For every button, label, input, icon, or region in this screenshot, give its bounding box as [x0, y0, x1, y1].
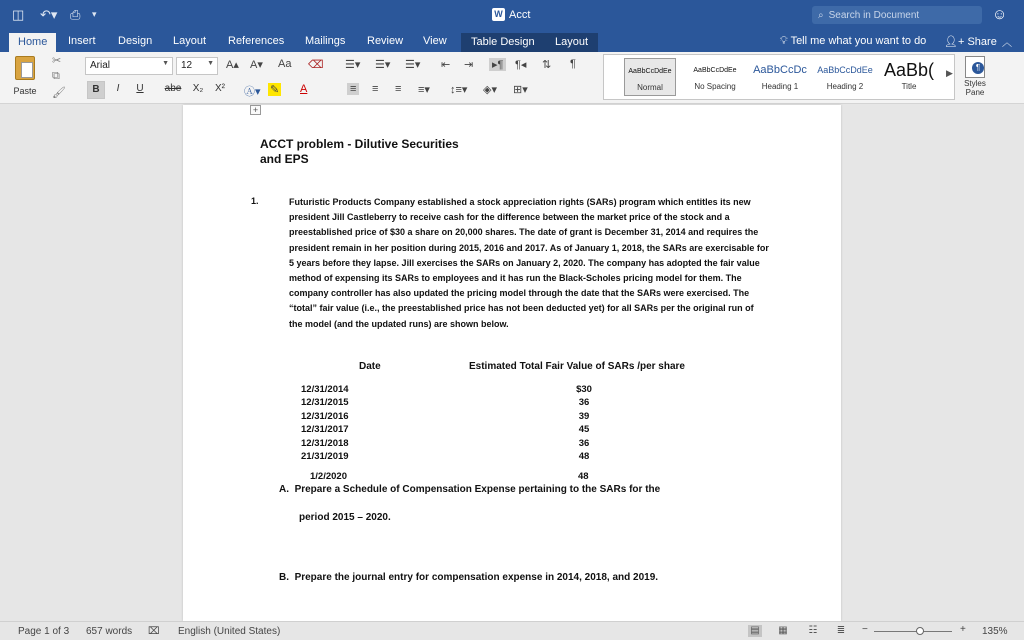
question-a	[279, 484, 660, 495]
line-spacing-icon[interactable]: ↕≡▾	[450, 84, 468, 96]
change-case-button[interactable]: Aa	[278, 58, 292, 70]
decrease-indent-icon[interactable]: ⇤	[441, 59, 451, 71]
zoom-level[interactable]: 135%	[982, 626, 1008, 637]
font-color-icon[interactable]: A	[300, 83, 308, 95]
text-effects-icon[interactable]: Ⓐ▾	[244, 86, 261, 98]
ribbon-tabs	[0, 30, 1024, 52]
page-count[interactable]: Page 1 of 3	[18, 626, 70, 637]
table-cell-date: 12/31/2017	[301, 424, 349, 436]
ltr-text-icon[interactable]: ▸¶	[489, 58, 506, 71]
question-a-text: Prepare a Schedule of Compensation Expense pertaining to the SARs for the	[294, 484, 661, 495]
chevron-down-icon: ▼	[162, 60, 169, 67]
tab-mailings[interactable]: Mailings	[305, 35, 346, 47]
heading-line-1: ACCT problem - Dilutive Securities	[260, 137, 459, 151]
numbering-icon[interactable]: ☰▾	[375, 59, 391, 71]
style-name: No Spacing	[694, 82, 736, 91]
collapse-ribbon-icon[interactable]: ︿	[1002, 38, 1012, 49]
table-header-value: Estimated Total Fair Value of SARs /per share	[469, 361, 685, 372]
rtl-text-icon[interactable]: ¶◂	[515, 59, 527, 71]
style-no-spacing[interactable]	[689, 58, 741, 96]
styles-pane-button[interactable]	[961, 56, 989, 97]
paste-label: Paste	[13, 86, 37, 96]
multilevel-list-icon[interactable]: ☰▾	[405, 59, 421, 71]
font-size-select[interactable]	[176, 57, 218, 75]
search-document-input[interactable]	[812, 6, 982, 24]
strikethrough-button[interactable]: abe	[164, 83, 182, 94]
question-b-letter: B.	[279, 572, 289, 583]
date-column	[301, 383, 349, 463]
table-cell-value: $30	[576, 384, 592, 395]
outline-view-icon[interactable]: ☷	[808, 625, 818, 636]
question-b	[279, 572, 658, 583]
paste-button[interactable]	[8, 56, 42, 96]
shading-icon[interactable]: ◈▾	[483, 84, 497, 96]
style-sample: AaBbCcDdEe	[693, 66, 737, 74]
tab-design[interactable]: Design	[118, 35, 153, 47]
table-cell-value: 45	[578, 424, 590, 436]
style-sample: AaBbCcDdEe	[817, 65, 873, 75]
table-cell-date: 21/31/2019	[301, 451, 349, 463]
web-layout-icon[interactable]: ▦	[778, 625, 788, 636]
search-icon: ⌕	[818, 9, 824, 21]
tab-insert[interactable]: Insert	[68, 35, 96, 47]
style-normal[interactable]	[624, 58, 676, 96]
table-cell-date: 12/31/2014	[301, 384, 349, 395]
smiley-icon[interactable]: ☺	[992, 6, 1008, 23]
document-page[interactable]	[183, 105, 841, 621]
style-title[interactable]	[880, 58, 938, 96]
styles-gallery	[603, 54, 955, 100]
tell-me-text: Tell me what you want to do	[790, 35, 927, 47]
zoom-in-icon[interactable]: +	[960, 624, 966, 635]
status-bar	[0, 621, 1024, 640]
sidebar-icon[interactable]: ◫	[12, 7, 25, 22]
lightbulb-icon: 💡︎	[780, 35, 788, 47]
print-layout-icon[interactable]: ▤	[748, 625, 762, 637]
style-name: Normal	[637, 83, 663, 92]
draft-view-icon[interactable]: ≣	[836, 625, 846, 636]
clipboard-icon	[15, 56, 35, 80]
share-button[interactable]	[944, 35, 997, 48]
tab-table-layout[interactable]: Layout	[545, 33, 598, 52]
bullets-icon[interactable]: ☰▾	[345, 59, 361, 71]
tab-layout[interactable]: Layout	[173, 35, 207, 47]
table-cell-value: 36	[578, 437, 590, 449]
word-doc-icon: W	[492, 8, 505, 21]
align-left-icon[interactable]: ≡	[347, 83, 359, 95]
align-right-icon[interactable]: ≡	[395, 83, 402, 95]
table-cell-date: 12/31/2016	[301, 410, 349, 422]
bold-button[interactable]: B	[87, 81, 105, 99]
copy-icon[interactable]: ⧉	[52, 70, 60, 82]
style-name: Title	[901, 82, 917, 91]
table-cell-date: 1/2/2020	[310, 471, 347, 482]
ribbon	[0, 52, 1024, 104]
table-cell-date: 12/31/2015	[301, 397, 349, 409]
question-a-letter: A.	[279, 484, 289, 495]
justify-icon[interactable]: ≡▾	[418, 84, 430, 96]
italic-button[interactable]: I	[116, 83, 120, 94]
font-name-value: Arial	[90, 60, 111, 71]
sort-icon[interactable]: ⇅	[542, 59, 552, 71]
font-name-select[interactable]	[85, 57, 173, 75]
title-bar	[0, 0, 1024, 30]
zoom-slider[interactable]	[874, 631, 952, 632]
proofing-icon[interactable]: ⌧	[148, 626, 160, 637]
highlight-icon[interactable]: ✎	[270, 84, 280, 96]
style-sample: AaBbCcDdEe	[628, 67, 672, 75]
customize-icon[interactable]: ▾	[92, 9, 97, 19]
subscript-button[interactable]: X₂	[192, 83, 204, 94]
style-sample: AaBbCcDc	[753, 64, 807, 76]
cut-icon[interactable]: ✂	[52, 55, 62, 67]
clear-formatting-icon[interactable]: ⌫	[308, 59, 324, 71]
superscript-button[interactable]: X²	[215, 83, 225, 94]
undo-icon[interactable]: ↶▾	[40, 7, 58, 22]
table-cell-value: 48	[578, 451, 590, 463]
table-cell-value: 39	[578, 410, 590, 422]
zoom-slider-handle[interactable]	[916, 627, 924, 635]
document-heading	[260, 137, 459, 167]
document-canvas	[0, 105, 1024, 621]
increase-indent-icon[interactable]: ⇥	[464, 59, 474, 71]
heading-line-2: and EPS	[260, 152, 309, 166]
grow-font-button[interactable]: A▴	[226, 59, 239, 71]
word-count[interactable]: 657 words	[86, 626, 133, 637]
show-marks-icon[interactable]: ¶	[570, 58, 576, 70]
tell-me-box[interactable]	[780, 35, 926, 48]
font-size-value: 12	[181, 60, 193, 71]
document-name: Acct	[509, 8, 531, 21]
style-name: Heading 2	[826, 82, 864, 91]
table-header-date: Date	[359, 361, 381, 372]
share-label: Share	[967, 36, 997, 48]
search-placeholder: Search in Document	[828, 9, 920, 21]
chevron-down-icon: ▼	[207, 60, 214, 67]
table-cell-value: 48	[578, 471, 589, 482]
problem-paragraph: Futuristic Products Company established a stock appreciation rights (SARs) program which entitles its new president Jill Castleberry to receive cash for the difference between the market price of the stock and a preestablished price of $30 a share on 20,000 shares. The date of grant is December 31, 2014 and requires the president remain in her position during 2015, 2016 and 2017. As of January 1, 2018, the SARs are exercisable for 5 years before they lapse. Jill exercises the SARs on January 2, 2020. The company has adopted the fair value method of expensing its SARs to employees and it has run the Black-Scholes pricing model for them. The company controller has also updated the pricing model through the date that the SARs were exercised. The “total” fair value (i.e., the preestablished price has not been deducted yet) for all SARs per the original run of the model (and the updated runs) are shown below.	[289, 197, 769, 329]
tab-references[interactable]: References	[228, 35, 285, 47]
print-icon[interactable]: ⎙	[70, 7, 81, 22]
language-label[interactable]: English (United States)	[178, 626, 281, 637]
window-title	[492, 8, 530, 21]
styles-pane-icon: ¶	[965, 56, 985, 78]
styles-pane-label: Styles Pane	[964, 79, 986, 97]
underline-button[interactable]: U	[136, 83, 144, 94]
table-cell-value: 36	[578, 397, 590, 409]
value-column	[569, 383, 599, 463]
align-center-icon[interactable]: ≡	[372, 83, 379, 95]
list-number: 1.	[251, 196, 259, 206]
question-b-text: Prepare the journal entry for compensation expense in 2014, 2018, and 2019.	[294, 572, 659, 583]
style-heading-2[interactable]	[816, 58, 874, 96]
zoom-out-icon[interactable]: −	[862, 624, 868, 635]
table-cell-date: 12/31/2018	[301, 437, 349, 449]
tab-view[interactable]: View	[423, 35, 447, 47]
shrink-font-button[interactable]: A▾	[250, 59, 263, 71]
format-painter-icon[interactable]: 🖌︎	[52, 87, 66, 99]
add-person-icon: 👤︎+	[944, 36, 965, 48]
borders-icon[interactable]: ⊞▾	[513, 84, 528, 96]
style-heading-1[interactable]	[752, 58, 808, 96]
style-name: Heading 1	[761, 82, 799, 91]
style-sample: AaBb(	[883, 59, 935, 80]
tab-table-design[interactable]: Table Design	[461, 33, 545, 52]
tab-home[interactable]: Home	[9, 33, 56, 52]
gallery-next-icon[interactable]: ▶	[946, 68, 953, 78]
question-a-continuation: period 2015 – 2020.	[299, 512, 391, 523]
tab-review[interactable]: Review	[367, 35, 404, 47]
table-move-handle[interactable]: +	[250, 105, 261, 115]
